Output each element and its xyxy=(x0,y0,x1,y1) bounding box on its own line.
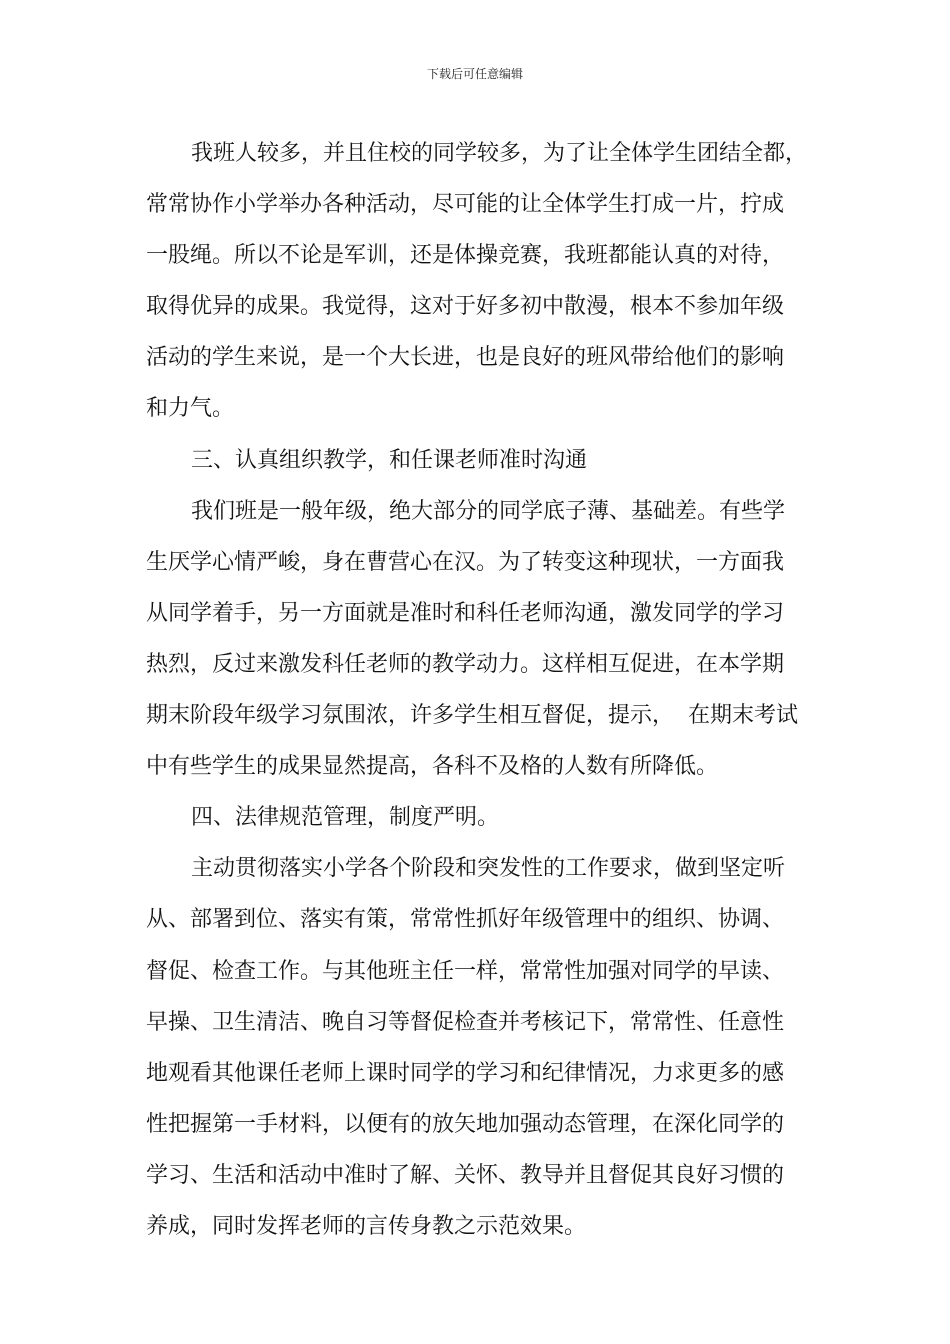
text-line: 主动贯彻落实小学各个阶段和突发性的工作要求，做到坚定听 xyxy=(191,856,786,882)
text-line: 热烈，反过来激发科任老师的教学动力。这样相互促进，在本学期 xyxy=(146,651,785,677)
text-line: 从同学着手，另一方面就是准时和科任老师沟通，激发同学的学习 xyxy=(146,600,785,626)
text-line: 生厌学心情严峻，身在曹营心在汉。为了转变这种现状，一方面我 xyxy=(146,549,785,575)
text-line: 取得优异的成果。我觉得，这对于好多初中散漫，根本不参加年级 xyxy=(146,294,785,320)
text-line: 学习、生活和活动中准时了解、关怀、教导并且督促其良好习惯的 xyxy=(146,1162,785,1188)
text-line: 地观看其他课任老师上课时同学的学习和纪律情况，力求更多的感 xyxy=(146,1060,785,1086)
text-line: 活动的学生来说，是一个大长进，也是良好的班风带给他们的影响 xyxy=(146,345,785,371)
text-line: 养成，同时发挥老师的言传身教之示范效果。 xyxy=(146,1213,587,1239)
text-line: 一股绳。所以不论是军训，还是体操竞赛，我班都能认真的对待， xyxy=(146,243,785,269)
text-line: 我班人较多，并且住校的同学较多，为了让全体学生团结全都， xyxy=(191,141,808,166)
text-line: 期末阶段年级学习氛围浓，许多学生相互督促，提示， 在期末考试 xyxy=(146,703,798,729)
section-heading: 三、认真组织教学，和任课老师准时沟通 xyxy=(191,447,588,473)
text-line: 我们班是一般年级，绝大部分的同学底子薄、基础差。有些学 xyxy=(191,498,786,524)
text-line: 从、部署到位、落实有策，常常性抓好年级管理中的组织、协调、 xyxy=(146,907,785,933)
document-body xyxy=(146,128,810,1252)
text-line: 早操、卫生清洁、晚自习等督促检查并考核记下，常常性、任意性 xyxy=(146,1009,785,1035)
text-line: 性把握第一手材料，以便有的放矢地加强动态管理，在深化同学的 xyxy=(146,1111,785,1137)
text-line: 常常协作小学举办各种活动，尽可能的让全体学生打成一片，拧成 xyxy=(146,192,785,218)
text-line: 中有些学生的成果显然提高，各科不及格的人数有所降低。 xyxy=(146,754,719,780)
text-line: 督促、检查工作。与其他班主任一样，常常性加强对同学的早读、 xyxy=(146,958,785,984)
page-header: 下载后可任意编辑 xyxy=(426,67,523,81)
section-heading: 四、法律规范管理，制度严明。 xyxy=(191,805,500,831)
text-line: 和力气。 xyxy=(146,396,235,422)
